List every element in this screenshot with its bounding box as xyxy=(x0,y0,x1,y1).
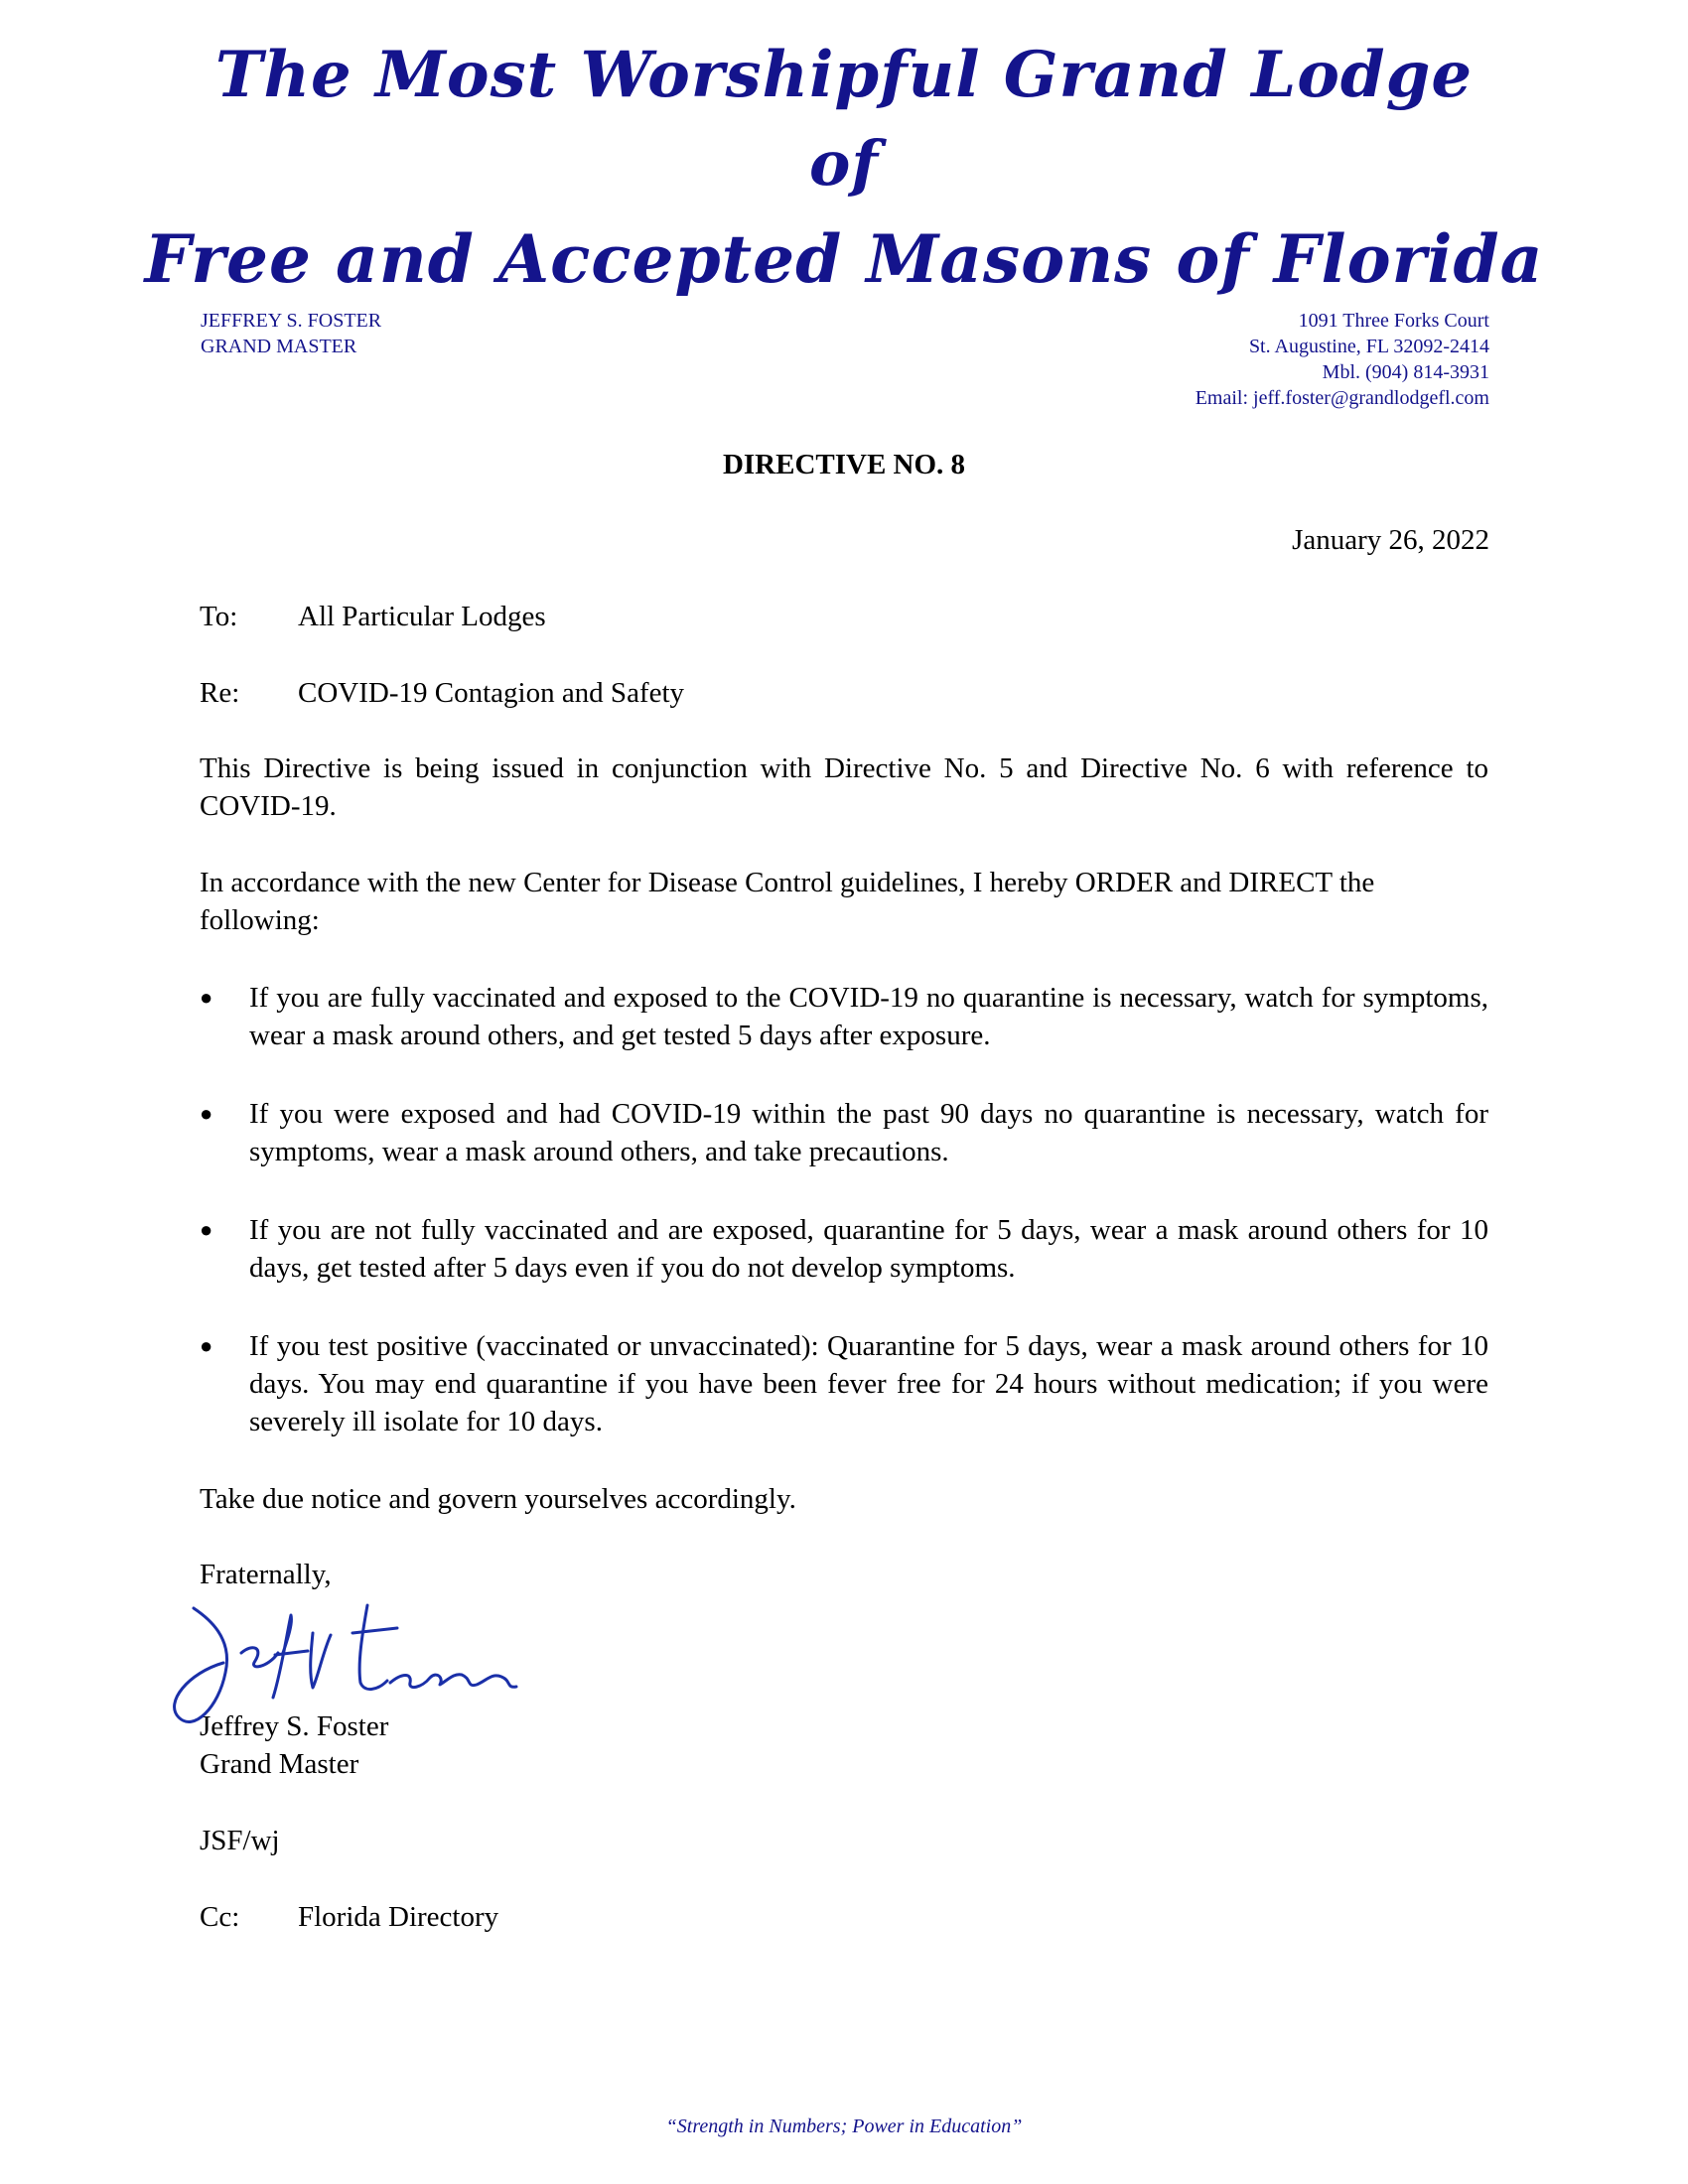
address-street: 1091 Three Forks Court xyxy=(1298,310,1489,332)
bullet-icon: ● xyxy=(200,985,213,1010)
list-item xyxy=(200,1327,1488,1440)
address-city: St. Augustine, FL 32092-2414 xyxy=(1248,336,1489,357)
cc-label: Cc: xyxy=(200,1901,240,1933)
address-email: Email: jeff.foster@grandlodgefl.com xyxy=(1195,387,1489,409)
bullet-icon: ● xyxy=(200,1217,213,1242)
list-item-text: If you are not fully vaccinated and are exposed, quarantine for 5 days, wear a mask around others for 10 days, get tested after 5 days even if you do not develop symptoms. xyxy=(249,1214,1488,1284)
list-item-text: If you were exposed and had COVID-19 within the past 90 days no quarantine is necessary, watch for symptoms, wear a mask around others, and take precautions. xyxy=(249,1098,1488,1167)
order-paragraph: In accordance with the new Center for Disease Control guidelines, I hereby ORDER and DIRECT the following: xyxy=(200,867,1375,936)
signature-image xyxy=(164,1593,541,1742)
list-item-text: If you are fully vaccinated and exposed to the COVID-19 no quarantine is necessary, watch for symptoms, wear a mask around others, and get tested 5 days after exposure. xyxy=(249,982,1488,1051)
notice-paragraph: Take due notice and govern yourselves accordingly. xyxy=(200,1483,796,1515)
address-block xyxy=(1196,308,1489,411)
bullet-icon: ● xyxy=(200,1101,213,1126)
directive-title: DIRECTIVE NO. 8 xyxy=(722,449,966,480)
salutation: Fraternally, xyxy=(200,1559,332,1590)
list-item xyxy=(200,979,1488,1054)
re-line xyxy=(200,674,1488,712)
bullet-icon: ● xyxy=(200,1333,213,1358)
footer-motto: “Strength in Numbers; Power in Education” xyxy=(665,2116,1023,2137)
to-value: All Particular Lodges xyxy=(298,601,546,632)
address-phone: Mbl. (904) 814-3931 xyxy=(1322,361,1489,383)
signer-name: Jeffrey S. Foster xyxy=(200,1710,389,1742)
cc-line xyxy=(200,1898,1488,1936)
sender-name: JEFFREY S. FOSTER xyxy=(201,310,382,332)
to-line xyxy=(200,598,1488,635)
list-item xyxy=(200,1095,1488,1170)
letterhead-line-1: The Most Worshipful Grand Lodge xyxy=(214,38,1474,112)
letterhead-line-2: of xyxy=(808,127,880,200)
initials: JSF/wj xyxy=(200,1825,280,1856)
letter-date: January 26, 2022 xyxy=(1292,524,1489,556)
to-label: To: xyxy=(200,601,238,632)
sender-block xyxy=(201,308,381,359)
sender-title: GRAND MASTER xyxy=(201,336,357,357)
re-label: Re: xyxy=(200,677,240,709)
list-item xyxy=(200,1211,1488,1287)
letterhead-line-3: Free and Accepted Masons of Florida xyxy=(144,220,1544,298)
cc-value: Florida Directory xyxy=(298,1901,499,1933)
intro-paragraph: This Directive is being issued in conjunction with Directive No. 5 and Directive No. 6 with reference to COVID-19. xyxy=(200,752,1488,822)
re-value: COVID-19 Contagion and Safety xyxy=(298,677,685,709)
signer-title: Grand Master xyxy=(200,1748,359,1780)
list-item-text: If you test positive (vaccinated or unvaccinated): Quarantine for 5 days, wear a mask around others for 10 days. You may end quarantine if you have been fever free for 24 hours without medication; if you were severely ill isolate for 10 days. xyxy=(249,1330,1488,1437)
